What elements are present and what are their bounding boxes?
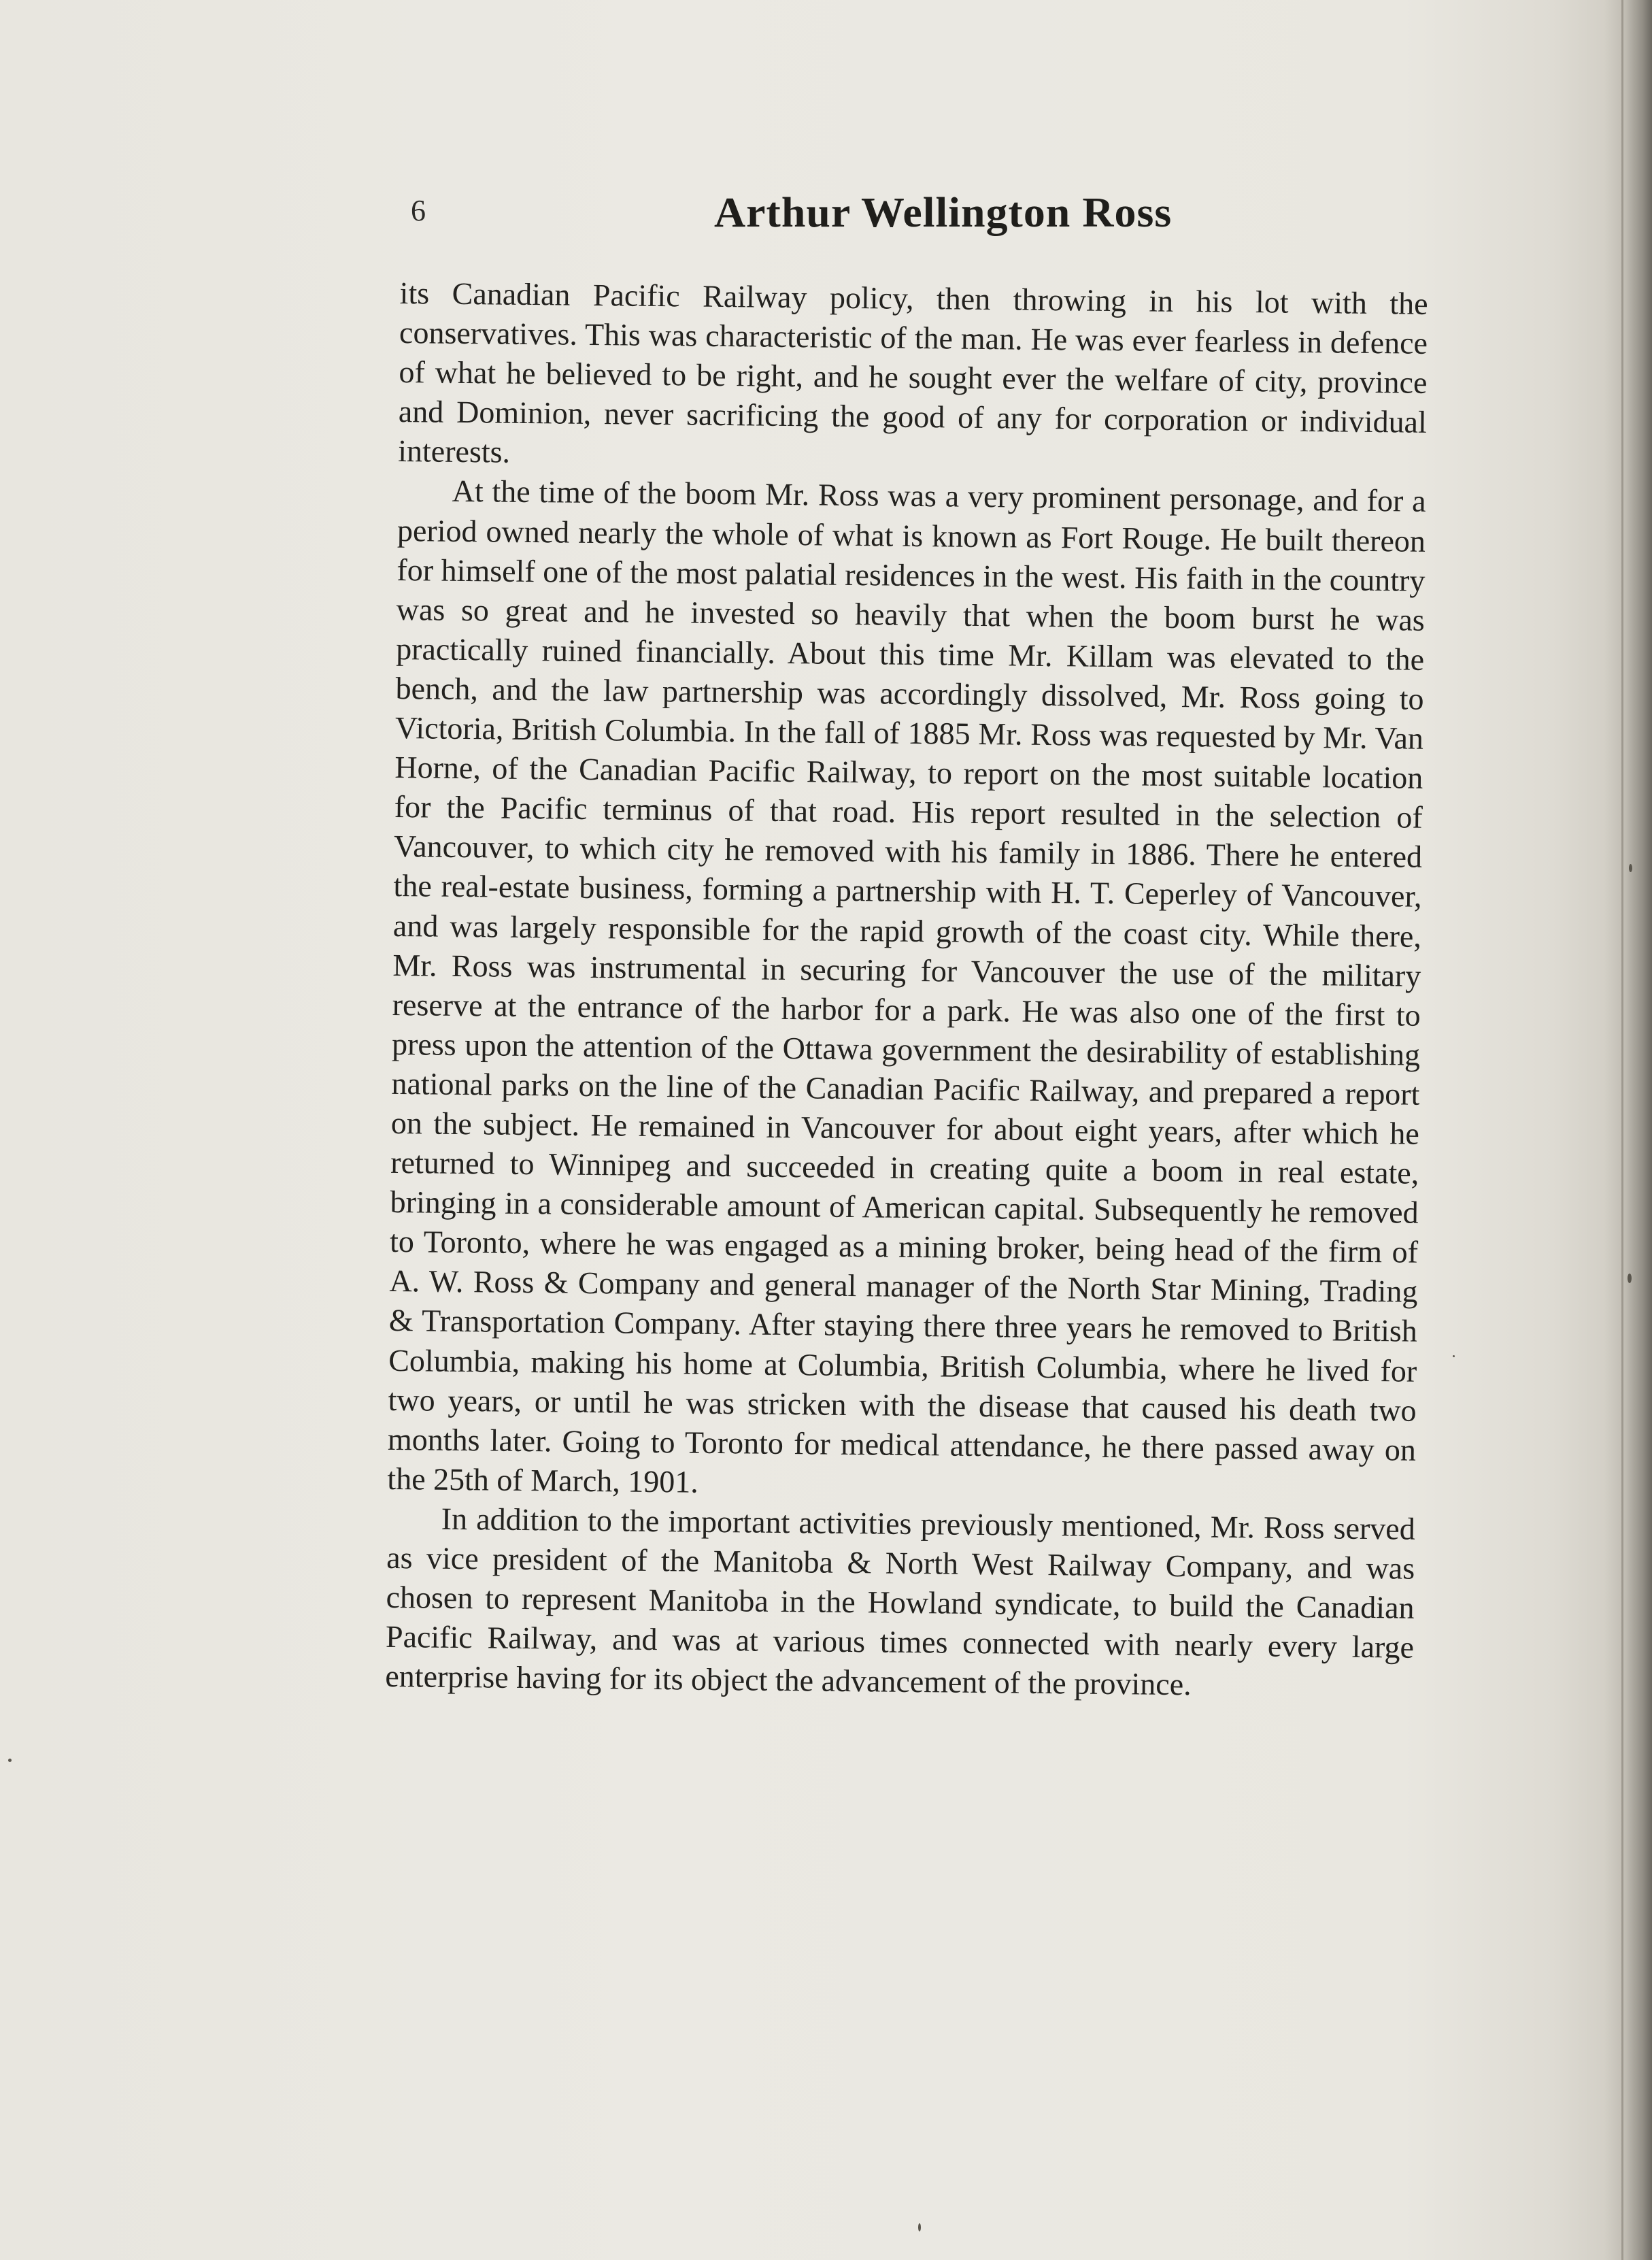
paragraph-3: In addition to the important activities previously mentioned, Mr. Ross served as vice president of the Manitoba & North West Railway Company, and was chosen to represent Manitoba in the Howland syndicate, to build the Canadian Pacific Railway, and was at various times connected with nearly every large enterprise having for its object the advancement of the province. xyxy=(385,1501,1416,1702)
paper-speck xyxy=(1629,864,1632,872)
running-title: Arthur Wellington Ross xyxy=(714,190,1173,236)
paper-speck xyxy=(1453,1355,1455,1357)
page-edge-line xyxy=(1621,0,1623,2260)
paper-speck xyxy=(8,1759,12,1762)
paper-speck xyxy=(918,2223,921,2231)
paragraph-2: At the time of the boom Mr. Ross was a very prominent personage, and for a period owned nearly the whole of what is known as Fort Rouge. He built thereon for himself one of the most palatial residences in the west. His faith in the country was so great and he invested so heavily that when the boom burst he was practically ruined financially. About this time Mr. Killam was elevated to the bench, and the law partnership was accordingly dissolved, Mr. Ross going to Victoria, British Columbia. In the fall of 1885 Mr. Ross was requested by Mr. Van Horne, of the Canadian Pacific Railway, to report on the most suitable location for the Pacific terminus of that road. His report resulted in the selection of Vancouver, to which city he removed with his family in 1886. There he entered the real-estate business, forming a partnership with H. T. Ceperley of Vancouver, and was largely responsible for the rapid growth of the coast city. While there, Mr. Ross was instrumental in securing for Vancouver the use of the military reserve at the entrance of the harbor for a park. He was also one of the first to press upon the attention of the Ottawa government the desirability of establishing national parks on the line of the Canadian Pacific Railway, and prepared a report on the subject. He remained in Vancouver for about eight years, after which he returned to Winnipeg and succeeded in creating quite a boom in real estate, bringing in a considerable amount of American capital. Subsequently he removed to Toronto, where he was engaged as a mining broker, being head of the firm of A. W. Ross & Company and general manager of the North Star Mining, Trading & Transportation Company. After staying there three years he removed to British Columbia, making his home at Columbia, British Columbia, where he lived for two years, or until he was stricken with the disease that caused his death two months later. Going to Toronto for medical attendance, he there passed away on the 25th of March, 1901. xyxy=(387,473,1426,1499)
page-edge-shadow xyxy=(1604,0,1652,2260)
paragraph-1: its Canadian Pacific Railway policy, then throwing in his lot with the conservatives. This was characteristic of the man. He was ever fearless in defence of what he believed to be right, and he sought ever the welfare of city, province and Dominion, never sacrificing the good of any for corporation or individual interests. xyxy=(398,275,1428,470)
page-number: 6 xyxy=(411,194,426,227)
paper-speck xyxy=(1628,1274,1632,1283)
body-text xyxy=(385,273,1428,1707)
